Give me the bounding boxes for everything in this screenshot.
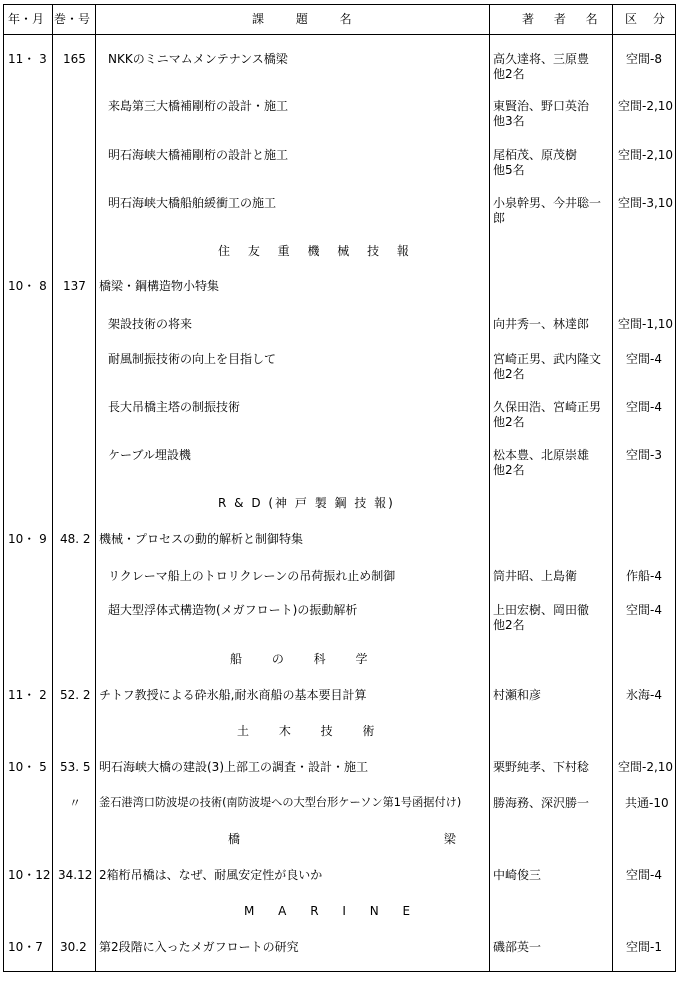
header-date: 年・月 bbox=[8, 12, 45, 26]
row-date: 10・ 9 bbox=[8, 532, 47, 546]
row-date: 10・7 bbox=[8, 940, 43, 954]
row-date: 10・12 bbox=[8, 868, 51, 882]
row-title: 長大吊橋主塔の制振技術 bbox=[108, 400, 241, 414]
row-author-line: 村瀬和彦 bbox=[493, 688, 542, 702]
row-category: 空間-4 bbox=[626, 400, 662, 414]
row-date: 11・ 3 bbox=[8, 52, 47, 66]
row-vol: 30.2 bbox=[60, 940, 87, 954]
row-author-line: 中崎俊三 bbox=[493, 868, 542, 882]
header-title: 課 題 名 bbox=[252, 12, 366, 26]
header-vol: 巻・号 bbox=[54, 12, 91, 26]
row-vol: 52. 2 bbox=[60, 688, 91, 702]
row-category: 空間-2,10 bbox=[618, 99, 674, 113]
row-author-line: 他5名 bbox=[493, 163, 525, 177]
row-author-line: 松本豊、北原崇雄 bbox=[493, 448, 590, 462]
row-author-line: 高久達将、三原豊 bbox=[493, 52, 590, 66]
header-category: 区 分 bbox=[625, 12, 671, 26]
row-author-line: 宮崎正男、武内隆文 bbox=[493, 352, 602, 366]
column-divider bbox=[612, 4, 613, 972]
row-category: 空間-4 bbox=[626, 603, 662, 617]
section-heading: 船 の 科 学 bbox=[230, 652, 381, 666]
row-title: チトフ教授による砕氷船,耐氷商船の基本要目計算 bbox=[99, 688, 367, 702]
row-author-line: 小泉幹男、今井聡一 bbox=[493, 196, 602, 210]
row-vol: 〃 bbox=[69, 796, 82, 810]
section-heading: 住 友 重 機 械 技 報 bbox=[218, 244, 416, 258]
row-author-line: 栗野純孝、下村稔 bbox=[493, 760, 590, 774]
row-author-line: 他2名 bbox=[493, 463, 525, 477]
row-author-line: 上田宏樹、岡田徹 bbox=[493, 603, 590, 617]
header-divider bbox=[3, 34, 676, 35]
row-title: 超大型浮体式構造物(メガフロート)の振動解析 bbox=[108, 603, 358, 617]
column-divider bbox=[95, 4, 96, 972]
column-divider bbox=[52, 4, 53, 972]
row-title: 明石海峡大橋の建設(3)上部工の調査・設計・施工 bbox=[99, 760, 368, 774]
row-title: 明石海峡大橋補剛桁の設計と施工 bbox=[108, 148, 289, 162]
section-heading: M A R I N E bbox=[244, 904, 421, 918]
row-category: 空間-3,10 bbox=[618, 196, 674, 210]
row-author-line: 他2名 bbox=[493, 618, 525, 632]
row-category: 氷海-4 bbox=[626, 688, 662, 702]
row-date: 10・ 8 bbox=[8, 279, 47, 293]
row-category: 作船-4 bbox=[626, 569, 662, 583]
row-title: リクレーマ船上のトロリクレーンの吊荷振れ止め制御 bbox=[108, 569, 396, 583]
row-category: 空間-4 bbox=[626, 868, 662, 882]
row-title: 2箱桁吊橋は、なぜ、耐風安定性が良いか bbox=[99, 868, 323, 882]
row-vol: 137 bbox=[63, 279, 86, 293]
row-title: 第2段階に入ったメガフロートの研究 bbox=[99, 940, 299, 954]
row-vol: 165 bbox=[63, 52, 86, 66]
row-title: ケーブル埋設機 bbox=[108, 448, 191, 462]
row-vol: 34.12 bbox=[58, 868, 93, 882]
row-author-line: 他2名 bbox=[493, 415, 525, 429]
section-heading: 橋 梁 bbox=[228, 832, 556, 846]
row-category: 空間-3 bbox=[626, 448, 662, 462]
row-category: 空間-8 bbox=[626, 52, 662, 66]
section-heading: R & D (神 戸 製 鋼 技 報) bbox=[218, 496, 395, 510]
row-author-line: 尾栢茂、原茂樹 bbox=[493, 148, 578, 162]
row-author-line: 東賢治、野口英治 bbox=[493, 99, 590, 113]
row-category: 共通-10 bbox=[625, 796, 669, 810]
section-heading: 土 木 技 術 bbox=[237, 724, 388, 738]
row-category: 空間-2,10 bbox=[618, 148, 674, 162]
row-author-line: 向井秀一、林達郎 bbox=[493, 317, 590, 331]
row-author-line: 久保田浩、宮崎正男 bbox=[493, 400, 602, 414]
row-author-line: 勝海務、深沢勝一 bbox=[493, 796, 590, 810]
row-title: 橋梁・鋼構造物小特集 bbox=[99, 279, 220, 293]
row-author-line: 筒井昭、上島衛 bbox=[493, 569, 578, 583]
row-author-line: 他2名 bbox=[493, 367, 525, 381]
row-author-line: 他2名 bbox=[493, 67, 525, 81]
row-title: 耐風制振技術の向上を目指して bbox=[108, 352, 277, 366]
column-divider bbox=[489, 4, 490, 972]
row-title: 明石海峡大橋船舶緩衝工の施工 bbox=[108, 196, 277, 210]
row-author-line: 他3名 bbox=[493, 114, 525, 128]
row-category: 空間-1 bbox=[626, 940, 662, 954]
row-author-line: 郎 bbox=[493, 211, 506, 225]
row-category: 空間-4 bbox=[626, 352, 662, 366]
row-vol: 53. 5 bbox=[60, 760, 91, 774]
row-category: 空間-2,10 bbox=[618, 760, 674, 774]
row-date: 10・ 5 bbox=[8, 760, 47, 774]
row-title: NKKのミニマムメンテナンス橋梁 bbox=[108, 52, 288, 66]
row-vol: 48. 2 bbox=[60, 532, 91, 546]
header-authors: 著 者 名 bbox=[522, 12, 606, 26]
row-category: 空間-1,10 bbox=[618, 317, 674, 331]
row-title: 釜石港湾口防波堤の技術(南防波堤への大型台形ケーソン第1号函据付け) bbox=[99, 796, 462, 809]
row-date: 11・ 2 bbox=[8, 688, 47, 702]
row-title: 架設技術の将来 bbox=[108, 317, 193, 331]
row-title: 機械・プロセスの動的解析と制御特集 bbox=[99, 532, 304, 546]
row-author-line: 磯部英一 bbox=[493, 940, 542, 954]
row-title: 来島第三大橋補剛桁の設計・施工 bbox=[108, 99, 289, 113]
